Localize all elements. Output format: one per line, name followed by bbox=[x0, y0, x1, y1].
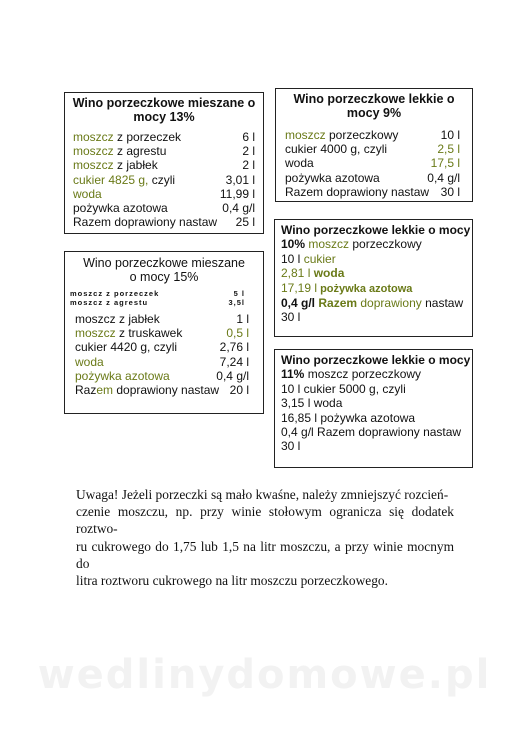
ingredient-label: Raz bbox=[75, 383, 97, 398]
recipe-title bbox=[280, 92, 468, 120]
ingredient-row bbox=[285, 128, 460, 142]
recipe-line bbox=[281, 252, 466, 266]
ingredient-amount: 2 l bbox=[242, 158, 255, 173]
ingredient-amount: 0,4 g/l bbox=[427, 170, 460, 185]
ingredient-label-highlight: moszcz bbox=[73, 158, 114, 173]
recipe-line: 16,85 l pożywka azotowa bbox=[281, 410, 416, 425]
ingredient-amount: 6 l bbox=[242, 130, 255, 144]
ingredient-amount: 3,01 l bbox=[225, 172, 255, 187]
note-line: Uwaga! Jeżeli porzeczki są mało kwaśne, należy zmniejszyć rozcień- bbox=[76, 487, 449, 502]
title-line: Wino porzeczkowe mieszane o bbox=[72, 96, 256, 110]
recipe-box-mixed-15 bbox=[64, 251, 264, 414]
recipe-line bbox=[281, 266, 466, 280]
ingredient-row bbox=[285, 185, 460, 199]
note-line: litra roztworu cukrowego na litr moszczu porzeczkowego. bbox=[76, 573, 388, 589]
recipe-title: Wino porzeczkowe lekkie o mocy bbox=[281, 223, 471, 237]
ingredient-label-highlight: doprawiony bbox=[357, 296, 422, 311]
recipe-line bbox=[281, 367, 466, 381]
title-line: mocy 9% bbox=[346, 106, 402, 120]
ingredient-label: z jabłek bbox=[113, 158, 158, 173]
ingredient-amount: 1 l bbox=[236, 312, 249, 326]
recipe-box-light-11 bbox=[274, 349, 473, 468]
ingredient-row bbox=[285, 171, 460, 185]
ingredient-row bbox=[73, 187, 255, 201]
recipe-lines bbox=[281, 353, 471, 454]
ingredient-label: Razem doprawiony nastaw bbox=[285, 184, 430, 199]
ingredient-label-highlight: cukier bbox=[300, 251, 336, 266]
recipe-title: Wino porzeczkowe lekkie o mocy bbox=[281, 353, 471, 367]
ingredient-amount: 2 l bbox=[242, 144, 255, 159]
ingredient-row bbox=[75, 355, 249, 369]
recipe-title bbox=[69, 96, 259, 124]
recipe-line bbox=[281, 237, 466, 251]
ingredient-label: moszcz porzeczkowy bbox=[304, 367, 422, 382]
ingredient-row bbox=[75, 326, 249, 340]
ingredient-amount: 20 l bbox=[229, 383, 249, 398]
ingredient-row bbox=[73, 130, 255, 144]
ingredient-label: cukier 4420 g, czyli bbox=[75, 340, 178, 355]
ingredient-label-highlight: em bbox=[96, 383, 114, 398]
ingredient-amount: 0,4 g/l bbox=[222, 201, 255, 216]
ingredient-amount: 0,4 g/l bbox=[216, 368, 249, 383]
ingredient-amount: 17,5 l bbox=[430, 156, 460, 171]
ingredient-label: woda bbox=[285, 156, 314, 171]
ingredient-amount: 11,99 l bbox=[219, 186, 255, 201]
ingredient-amount: 17,19 l bbox=[281, 280, 318, 295]
ingredient-label: z truskawek bbox=[115, 326, 183, 341]
recipe-line: 0,4 g/l Razem doprawiony nastaw bbox=[281, 425, 462, 440]
ingredient-row bbox=[285, 142, 460, 156]
ingredient-row bbox=[75, 312, 249, 326]
ingredient-label: czyli bbox=[148, 172, 176, 187]
ingredient-amount: 7,24 l bbox=[219, 354, 249, 369]
ingredient-amount: 5 l bbox=[233, 289, 245, 298]
ingredient-label: cukier 4000 g, czyli bbox=[285, 142, 388, 157]
recipe-line: 3,15 l woda bbox=[281, 396, 343, 411]
ingredient-label-highlight: moszcz bbox=[305, 237, 350, 252]
recipe-box-light-9 bbox=[275, 88, 473, 202]
recipe-line: 30 l bbox=[281, 439, 301, 454]
ingredient-label-highlight: moszcz bbox=[73, 144, 114, 159]
ingredient-label-highlight: woda bbox=[75, 354, 104, 369]
ingredient-row bbox=[70, 298, 245, 307]
ingredient-label: z agrestu bbox=[113, 144, 167, 159]
ingredient-amount: 3,5l bbox=[228, 298, 245, 307]
ingredient-label: moszcz z jabłek bbox=[75, 312, 160, 326]
ingredient-label: Razem doprawiony nastaw bbox=[73, 215, 218, 230]
ingredient-amount: 2,76 l bbox=[219, 340, 249, 355]
ingredient-row bbox=[73, 215, 255, 229]
ingredient-label: doprawiony nastaw bbox=[113, 383, 220, 398]
ingredient-label-highlight: Razem bbox=[315, 296, 358, 311]
strength-value: 11% bbox=[281, 367, 305, 382]
ingredient-label: porzeczkowy bbox=[349, 237, 422, 252]
ingredient-amount: 10 l bbox=[440, 128, 460, 142]
recipe-line: 30 l bbox=[281, 310, 301, 325]
ingredient-label-highlight: cukier 4825 g, bbox=[73, 172, 149, 187]
ingredient-row bbox=[73, 201, 255, 215]
recipe-box-mixed-13 bbox=[64, 92, 264, 234]
ingredient-label: porzeczkowy bbox=[325, 128, 399, 142]
title-line: mocy 13% bbox=[133, 110, 195, 124]
recipe-line bbox=[281, 281, 466, 296]
recipe-lines bbox=[281, 223, 471, 325]
title-line: Wino porzeczkowe lekkie o bbox=[293, 92, 455, 106]
ingredient-list bbox=[73, 130, 255, 229]
ingredient-amount: 25 l bbox=[235, 215, 255, 230]
note-paragraph bbox=[76, 486, 454, 589]
recipe-line: 10 l cukier 5000 g, czyli bbox=[281, 381, 406, 396]
ingredient-row bbox=[73, 144, 255, 158]
note-line: czenie moszczu, np. przy winie stołowym ogranicza się dodatek roztwo- bbox=[76, 504, 454, 537]
ingredient-row bbox=[75, 369, 249, 383]
ingredient-label: pożywka azotowa bbox=[73, 201, 168, 216]
recipe-box-light-10 bbox=[274, 219, 473, 337]
ingredient-label-highlight: moszcz bbox=[285, 128, 326, 142]
ingredient-label-highlight: pożywka azotowa bbox=[75, 368, 170, 383]
ingredient-label: nastaw bbox=[421, 296, 464, 311]
watermark: wedlinydomowe.pl bbox=[37, 652, 492, 698]
ingredient-row bbox=[73, 173, 255, 187]
ingredient-label: pożywka azotowa bbox=[285, 170, 380, 185]
ingredient-label-highlight: moszcz bbox=[73, 130, 114, 144]
ingredient-row bbox=[75, 383, 249, 397]
recipe-line bbox=[281, 296, 466, 310]
title-line: Wino porzeczkowe mieszane bbox=[83, 256, 245, 270]
ingredient-amount: 30 l bbox=[440, 184, 460, 199]
ingredient-amount: 0,5 l bbox=[226, 326, 249, 341]
ingredient-amount: 2,81 l bbox=[281, 266, 311, 281]
ingredient-list bbox=[285, 128, 460, 199]
note-line: ru cukrowego do 1,75 lub 1,5 na litr moszczu, a przy winie mocnym do bbox=[76, 538, 454, 571]
ingredient-label-highlight: moszcz bbox=[75, 326, 116, 341]
title-line: o mocy 15% bbox=[129, 270, 199, 284]
strength-value: 10% bbox=[281, 237, 306, 252]
recipe-title bbox=[69, 256, 259, 284]
ingredient-row bbox=[75, 340, 249, 354]
ingredient-row bbox=[285, 156, 460, 170]
ingredient-label-highlight: pożywka azotowa bbox=[317, 282, 413, 295]
ingredient-label: moszcz z agrestu bbox=[70, 298, 149, 307]
ingredient-label-highlight: woda bbox=[73, 186, 102, 201]
ingredient-label: moszcz z porzeczek bbox=[70, 289, 160, 298]
ingredient-amount: 2,5 l bbox=[437, 142, 460, 157]
ingredient-label-highlight: woda bbox=[310, 266, 345, 281]
ingredient-row bbox=[73, 158, 255, 172]
ingredient-list bbox=[75, 312, 249, 397]
ingredient-list bbox=[70, 289, 245, 307]
ingredient-amount: 10 l bbox=[281, 251, 301, 266]
ingredient-amount: 0,4 g/l bbox=[281, 296, 316, 311]
ingredient-label: z porzeczek bbox=[113, 130, 182, 144]
ingredient-row bbox=[70, 289, 245, 298]
